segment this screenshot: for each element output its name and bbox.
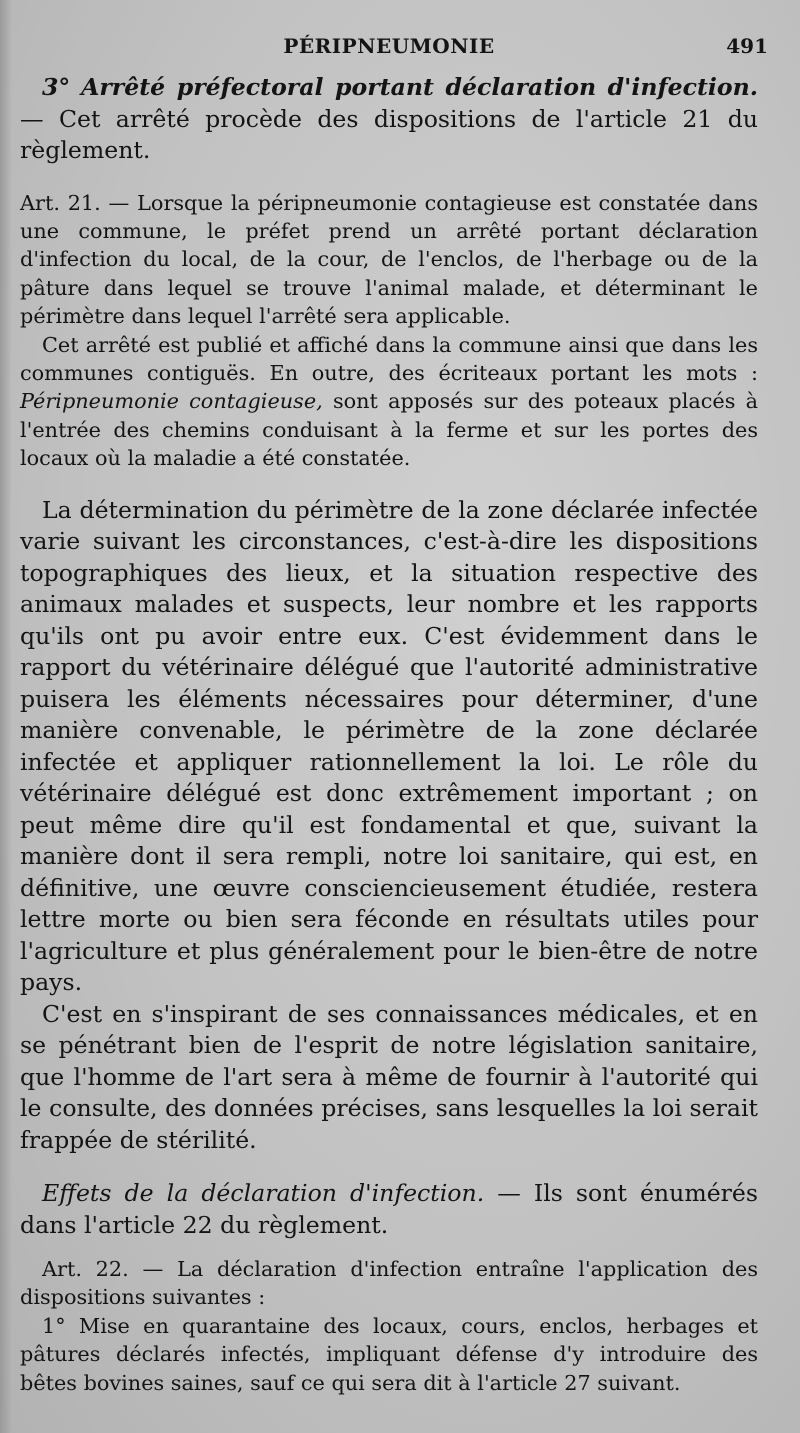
section-3-number: 3° xyxy=(42,73,71,101)
article-21-paragraph-2 xyxy=(20,331,758,473)
page-number: 491 xyxy=(726,34,768,58)
page-header xyxy=(20,34,768,68)
body-paragraph-1: La détermination du périmètre de la zone déclarée infectée varie suivant les circonstances, c'est-à-dire les dispositions topographiques des lieux, et la situation respective des animaux malades et suspects, leur nombre et les rapports qu'ils ont pu avoir entre eux. C'est évidemment dans le rapport du vétérinaire délégué que l'autorité administrative puisera les éléments nécessaires pour déterminer, d'une manière convenable, le périmètre de la zone déclarée infectée et appliquer rationnellement la loi. Le rôle du vétérinaire délégué est donc extrêmement important ; on peut même dire qu'il est fondamental et que, suivant la manière dont il sera rempli, notre loi sanitaire, qui est, en définitive, une œuvre consciencieusement étudiée, restera lettre morte ou bien sera féconde en résultats utiles pour l'agriculture et plus généralement pour le bien-être de notre pays. xyxy=(20,495,758,997)
article-22-item-1: 1° Mise en quarantaine des locaux, cours, enclos, herbages et pâtures déclarés infectés, impliquant défense d'y introduire des bêtes bovines saines, sauf ce qui sera dit à l'article 27 suivant. xyxy=(20,1313,758,1395)
article-22-intro: — La déclaration d'infection entraîne l'application des dispositions suivantes : xyxy=(20,1257,758,1310)
section-3-text: — Cet arrêté procède des dispositions de l'article 21 du règlement. xyxy=(20,104,758,164)
effets-title: Effets de la déclaration d'infection. xyxy=(42,1179,485,1208)
article-22-paragraph xyxy=(20,1255,758,1312)
article-21-text-2a: Cet arrêté est publié et affiché dans la commune ainsi que dans les communes contiguës. En outre, des écriteaux portant les mots : xyxy=(20,332,758,385)
section-3-paragraph xyxy=(20,72,758,167)
article-21-label: Art. 21. xyxy=(20,190,101,215)
article-21-italic-phrase: Péripneumonie contagieuse, xyxy=(20,389,323,414)
body-paragraph-2: C'est en s'inspirant de ses connaissances médicales, et en se pénétrant bien de l'esprit de notre législation sanitaire, que l'homme de l'art sera à même de fournir à l'autorité qui le consulte, des données précises, sans lesquelles la loi serait frappée de stérilité. xyxy=(20,999,758,1154)
article-21-text-2b: sont apposés sur des poteaux placés à l'entrée des chemins conduisant à la ferme et sur les portes des locaux où la maladie a été constatée. xyxy=(20,389,758,471)
effets-text: — Ils sont énumérés dans l'article 22 du règlement. xyxy=(20,1179,758,1239)
article-21-text-1: — Lorsque la péripneumonie contagieuse est constatée dans une commune, le préfet prend un arrêté portant déclaration d'infection du local, de la cour, de l'enclos, de l'herbage ou de la pâture dans lequel se trouve l'animal malade, et déterminant le périmètre dans lequel l'arrêté sera applicable. xyxy=(20,190,758,329)
effets-paragraph xyxy=(20,1178,758,1241)
section-3-title: Arrêté préfectoral portant déclaration d'infection. xyxy=(81,73,758,101)
article-22-label: Art. 22. xyxy=(42,1257,129,1282)
running-title: PÉRIPNEUMONIE xyxy=(283,34,495,58)
article-21-paragraph-1 xyxy=(20,189,758,331)
